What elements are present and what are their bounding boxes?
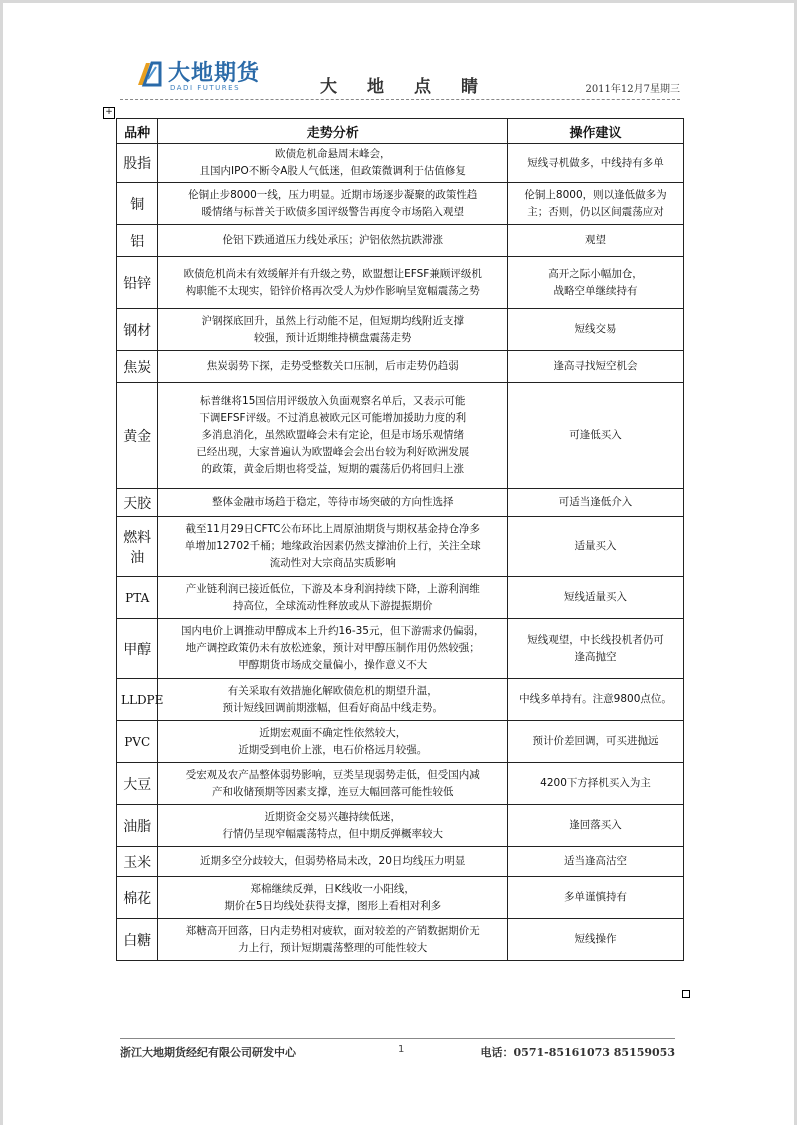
analysis-cell <box>158 257 508 309</box>
advice-line: 逢高寻找短空机会 <box>553 360 638 372</box>
analysis-line: 欧债危机命悬周末峰会， <box>274 148 391 160</box>
advice-cell <box>508 144 684 183</box>
analysis-line: 已经出现，大家普遍认为欧盟峰会会出台较为利好欧洲发展 <box>196 446 470 458</box>
analysis-cell <box>158 679 508 721</box>
advice-line: 短线操作 <box>574 933 617 945</box>
analysis-line: 欧债危机尚未有效缓解并有升级之势，欧盟想让EFSF兼顾评级机 <box>183 267 482 280</box>
analysis-cell <box>158 183 508 225</box>
analysis-cell <box>158 383 508 489</box>
header-variety: 品种 <box>117 119 158 144</box>
analysis-cell <box>158 577 508 619</box>
variety-cell: 铅锌 <box>117 257 158 309</box>
advice-cell <box>508 721 684 763</box>
table-row <box>117 919 684 961</box>
analysis-line: 有关采取有效措施化解欧债危机的期望升温， <box>227 684 438 697</box>
table-resize-handle-icon[interactable] <box>682 990 690 998</box>
analysis-line: 单增加12702千桶；地缘政治因素仍然支撑油价上行，关注全球 <box>184 540 481 552</box>
table-row <box>117 847 684 877</box>
advice-line: 高开之际小幅加仓， <box>548 267 643 280</box>
footer-divider <box>120 1038 675 1039</box>
advice-line: 中线多单持有。注意9800点位。 <box>519 693 672 705</box>
variety-cell: 甲醇 <box>117 619 158 679</box>
analysis-line: 多消息消化，虽然欧盟峰会未有定论，但是市场乐观情绪 <box>201 429 464 441</box>
analysis-line: 近期多空分歧较大，但弱势格局未改，20日均线压力明显 <box>200 855 466 867</box>
variety-cell: PTA <box>117 577 158 619</box>
advice-cell <box>508 679 684 721</box>
page-number: 1 <box>398 1044 405 1055</box>
table-row <box>117 721 684 763</box>
page-footer <box>120 1038 675 1059</box>
logo-chinese-text: 大地期货 <box>168 61 261 86</box>
analysis-line: 国内电价上调推动甲醇成本上升约16-35元，但下游需求仍偏弱， <box>180 625 485 637</box>
analysis-line: 力上行，预计短期震荡整理的可能性较大 <box>238 941 428 954</box>
variety-cell: LLDPE <box>117 679 158 721</box>
table-row <box>117 383 684 489</box>
page-header <box>120 52 680 102</box>
advice-line: 适当逢高沽空 <box>564 855 628 867</box>
advice-cell <box>508 183 684 225</box>
variety-cell: 油脂 <box>117 805 158 847</box>
advice-line: 战略空单继续持有 <box>553 284 638 297</box>
table-row <box>117 877 684 919</box>
advice-cell <box>508 763 684 805</box>
table-body <box>117 144 684 961</box>
table-row <box>117 225 684 257</box>
table-row <box>117 679 684 721</box>
table-row <box>117 619 684 679</box>
advice-line: 短线交易 <box>574 323 617 335</box>
advice-line: 可适当逢低介入 <box>558 496 633 508</box>
page-title: 大地点睛 <box>320 77 508 97</box>
advice-line: 观望 <box>585 234 607 246</box>
advice-cell <box>508 309 684 351</box>
analysis-cell <box>158 805 508 847</box>
table-row <box>117 763 684 805</box>
advice-line: 短线适量买入 <box>564 591 628 603</box>
variety-cell: 白糖 <box>117 919 158 961</box>
advice-cell <box>508 847 684 877</box>
analysis-line: 流动性对大宗商品实质影响 <box>269 557 396 569</box>
table-row <box>117 805 684 847</box>
analysis-line: 伦铜止步8000一线，压力明显。近期市场逐步凝聚的政策性趋 <box>188 188 478 201</box>
dadi-logo-icon <box>134 59 164 89</box>
advice-line: 多单谨慎持有 <box>564 891 628 903</box>
table-move-handle-icon[interactable]: + <box>103 107 115 119</box>
table-row <box>117 489 684 517</box>
analysis-cell <box>158 309 508 351</box>
header-advice: 操作建议 <box>508 119 684 144</box>
analysis-line: 暖情绪与标普关于欧债多国评级警告再度令市场陷入观望 <box>201 205 464 218</box>
table-row <box>117 309 684 351</box>
advice-line: 4200下方择机买入为主 <box>540 777 651 789</box>
advice-cell <box>508 257 684 309</box>
table-row <box>117 517 684 577</box>
variety-cell: 大豆 <box>117 763 158 805</box>
analysis-cell <box>158 763 508 805</box>
advice-cell <box>508 577 684 619</box>
analysis-cell <box>158 225 508 257</box>
variety-cell: 燃料油 <box>117 517 158 577</box>
advice-cell <box>508 619 684 679</box>
analysis-line: 受宏观及农产品整体弱势影响，豆类呈现弱势走低，但受国内减 <box>185 768 480 781</box>
analysis-cell <box>158 619 508 679</box>
variety-cell: 焦炭 <box>117 351 158 383</box>
table-row <box>117 351 684 383</box>
analysis-cell <box>158 847 508 877</box>
analysis-line: 近期受到电价上涨，电石价格远月较强。 <box>238 743 428 756</box>
advice-cell <box>508 225 684 257</box>
variety-cell: 棉花 <box>117 877 158 919</box>
table-row <box>117 257 684 309</box>
page-border-left <box>0 0 3 1125</box>
advice-line: 主；否则，仍以区间震荡应对 <box>527 205 664 218</box>
table-row <box>117 577 684 619</box>
analysis-cell <box>158 489 508 517</box>
analysis-line: 截至11月29日CFTC公布环比上周原油期货与期权基金持仓净多 <box>185 523 480 535</box>
advice-cell <box>508 805 684 847</box>
analysis-line: 构职能不太现实，铅锌价格再次受人为炒作影响呈宽幅震荡之势 <box>185 284 480 297</box>
table-row <box>117 183 684 225</box>
analysis-cell <box>158 144 508 183</box>
analysis-line: 行情仍呈现窄幅震荡特点，但中期反弹概率较大 <box>222 827 443 840</box>
analysis-line: 标普继将15国信用评级放入负面观察名单后，又表示可能 <box>200 395 466 407</box>
advice-line: 逢高抛空 <box>574 650 617 663</box>
analysis-line: 沪钢探底回升，虽然上行动能不足，但短期均线附近支撑 <box>201 314 464 327</box>
table-header-row <box>117 119 684 144</box>
variety-cell: PVC <box>117 721 158 763</box>
advice-cell <box>508 919 684 961</box>
advice-line: 可逢低买入 <box>569 429 622 441</box>
advice-cell <box>508 351 684 383</box>
variety-cell: 玉米 <box>117 847 158 877</box>
advice-line: 预计价差回调，可买进抛远 <box>532 735 659 747</box>
variety-cell: 钢材 <box>117 309 158 351</box>
analysis-cell <box>158 721 508 763</box>
market-analysis-table <box>116 118 684 961</box>
table-row <box>117 144 684 183</box>
analysis-cell <box>158 351 508 383</box>
analysis-line: 伦铝下跌通道压力线处承压；沪铝依然抗跌滞涨 <box>222 234 443 246</box>
logo-english-text: DADI FUTURES <box>170 84 241 92</box>
footer-company: 浙江大地期货经纪有限公司研发中心 <box>120 1046 296 1059</box>
advice-cell <box>508 517 684 577</box>
analysis-line: 持高位，全球流动性释放或从下游提振期价 <box>232 599 433 612</box>
analysis-line: 且国内IPO不断令A股人气低迷，但政策微调利于估值修复 <box>199 165 466 177</box>
advice-line: 适量买入 <box>574 540 617 552</box>
company-logo <box>134 56 274 96</box>
advice-cell <box>508 877 684 919</box>
variety-cell: 股指 <box>117 144 158 183</box>
report-date: 2011年12月7星期三 <box>585 84 680 95</box>
analysis-line: 甲醇期货市场成交量偏小，操作意义不大 <box>238 659 428 671</box>
analysis-line: 产和收储预期等因素支撑，连豆大幅回落可能性较低 <box>211 785 454 798</box>
analysis-line: 的政策，黄金后期也将受益，短期的震荡后仍将回归上涨 <box>201 463 464 475</box>
analysis-line: 近期宏观面不确定性依然较大， <box>259 726 407 739</box>
variety-cell: 黄金 <box>117 383 158 489</box>
analysis-line: 产业链利润已接近低位，下游及本身利润持续下降，上游利润维 <box>185 582 480 595</box>
analysis-line: 郑糖高开回落，日内走势相对疲软，面对较差的产销数据期价无 <box>185 924 480 937</box>
analysis-cell <box>158 877 508 919</box>
footer-phone: 电话：0571-85161073 85159053 <box>480 1046 675 1059</box>
advice-line: 伦铜上8000，则以逢低做多为 <box>524 188 667 201</box>
analysis-line: 地产调控政策仍未有放松迹象，预计对甲醇压制作用仍然较强； <box>185 642 480 654</box>
header-analysis: 走势分析 <box>158 119 508 144</box>
advice-line: 逢回落买入 <box>569 819 622 831</box>
variety-cell: 铝 <box>117 225 158 257</box>
analysis-cell <box>158 919 508 961</box>
analysis-line: 下调EFSF评级。不过消息被欧元区可能增加援助力度的利 <box>199 412 467 424</box>
page-border-top <box>0 0 797 3</box>
analysis-cell <box>158 517 508 577</box>
advice-cell <box>508 489 684 517</box>
advice-line: 短线观望，中长线投机者仍可 <box>527 633 664 646</box>
analysis-line: 焦炭弱势下探，走势受整数关口压制，后市走势仍趋弱 <box>206 360 459 372</box>
variety-cell: 铜 <box>117 183 158 225</box>
advice-cell <box>508 383 684 489</box>
analysis-line: 预计短线回调前期涨幅，但看好商品中线走势。 <box>222 701 443 714</box>
analysis-line: 郑棉继续反弹，日K线收一小阳线， <box>250 882 415 895</box>
analysis-line: 整体金融市场趋于稳定，等待市场突破的方向性选择 <box>211 496 454 508</box>
header-divider <box>120 99 680 100</box>
variety-cell: 天胶 <box>117 489 158 517</box>
analysis-line: 近期资金交易兴趣持续低迷， <box>264 810 401 823</box>
advice-line: 短线寻机做多，中线持有多单 <box>527 156 664 169</box>
analysis-line: 较强，预计近期维持横盘震荡走势 <box>253 331 412 344</box>
analysis-line: 期价在5日均线处获得支撑，图形上看相对利多 <box>224 899 442 912</box>
